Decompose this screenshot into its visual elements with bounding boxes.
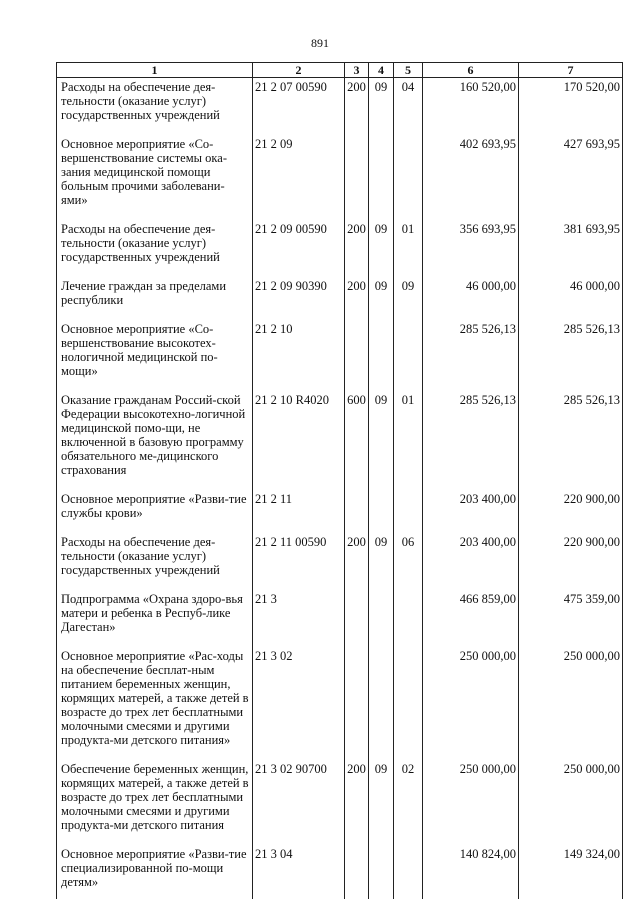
row-name: Основное мероприятие «Со-вершенствование системы ока-зания медицинской помощи больным прочими заболевани-ями»: [57, 132, 253, 217]
row-name: Основное мероприятие «Разви-тие специализированной по-мощи детям»: [57, 842, 253, 899]
table-body: [57, 78, 623, 900]
row-name: Основное мероприятие «Рас-ходы на обеспечение бесплат-ным питанием беременных женщин, кормящих матерей, а также детей в возрасте до трех лет бесплатными молочными смесями и другими продукта-ми детского питания»: [57, 644, 253, 757]
row-col6: 466 859,00: [423, 587, 519, 644]
row-col6: 285 526,13: [423, 317, 519, 388]
row-col3: [345, 132, 369, 217]
row-col3: 200: [345, 274, 369, 317]
row-col6: 203 400,00: [423, 487, 519, 530]
row-col3: 200: [345, 78, 369, 133]
row-name: Расходы на обеспечение дея-тельности (оказание услуг) государственных учреждений: [57, 217, 253, 274]
row-col7: 220 900,00: [519, 530, 623, 587]
row-col6: 402 693,95: [423, 132, 519, 217]
table-row: [57, 587, 623, 644]
row-col7: 427 693,95: [519, 132, 623, 217]
table-row: [57, 217, 623, 274]
row-col5: 02: [394, 757, 423, 842]
row-col4: [369, 487, 394, 530]
table-row: [57, 757, 623, 842]
row-col7: 250 000,00: [519, 644, 623, 757]
row-col7: 220 900,00: [519, 487, 623, 530]
row-col4: [369, 644, 394, 757]
row-code: 21 2 07 00590: [253, 78, 345, 133]
row-col5: [394, 132, 423, 217]
row-name: Основное мероприятие «Разви-тие службы крови»: [57, 487, 253, 530]
row-col7: 149 324,00: [519, 842, 623, 899]
table-row: [57, 78, 623, 133]
row-col3: [345, 487, 369, 530]
table-row: [57, 388, 623, 487]
row-code: 21 3 02: [253, 644, 345, 757]
row-col3: [345, 842, 369, 899]
table-row: [57, 530, 623, 587]
header-row: [57, 63, 623, 78]
row-name: Расходы на обеспечение дея-тельности (оказание услуг) государственных учреждений: [57, 530, 253, 587]
row-code: 21 2 10: [253, 317, 345, 388]
row-col7: 285 526,13: [519, 317, 623, 388]
row-col5: 04: [394, 78, 423, 133]
row-col4: 09: [369, 217, 394, 274]
row-col6: 46 000,00: [423, 274, 519, 317]
row-col3: 200: [345, 757, 369, 842]
row-name: Лечение граждан за пределами республики: [57, 274, 253, 317]
column-header-6: 6: [423, 63, 519, 78]
row-col7: 250 000,00: [519, 757, 623, 842]
row-col6: 250 000,00: [423, 757, 519, 842]
table-row: [57, 274, 623, 317]
row-col4: 09: [369, 78, 394, 133]
column-header-7: 7: [519, 63, 623, 78]
row-col5: [394, 317, 423, 388]
row-code: 21 3: [253, 587, 345, 644]
row-col4: [369, 842, 394, 899]
row-col5: [394, 842, 423, 899]
row-col4: [369, 132, 394, 217]
row-code: 21 2 09: [253, 132, 345, 217]
row-col5: 06: [394, 530, 423, 587]
table-row: [57, 317, 623, 388]
row-name: Оказание гражданам Россий-ской Федерации высокотехно-логичной медицинской помо-щи, не включенной в базовую программу обязательного ме-дицинского страхования: [57, 388, 253, 487]
row-col5: 09: [394, 274, 423, 317]
row-col6: 356 693,95: [423, 217, 519, 274]
column-header-1: 1: [57, 63, 253, 78]
row-col5: [394, 587, 423, 644]
row-col3: 200: [345, 217, 369, 274]
row-col4: 09: [369, 274, 394, 317]
row-col4: [369, 587, 394, 644]
table-row: [57, 842, 623, 899]
row-col7: 170 520,00: [519, 78, 623, 133]
row-col3: [345, 317, 369, 388]
row-col6: 250 000,00: [423, 644, 519, 757]
row-name: Расходы на обеспечение дея-тельности (оказание услуг) государственных учреждений: [57, 78, 253, 133]
row-code: 21 3 02 90700: [253, 757, 345, 842]
row-col3: [345, 587, 369, 644]
row-col3: [345, 644, 369, 757]
row-col6: 285 526,13: [423, 388, 519, 487]
row-col7: 475 359,00: [519, 587, 623, 644]
row-col3: 200: [345, 530, 369, 587]
row-col5: 01: [394, 388, 423, 487]
column-header-5: 5: [394, 63, 423, 78]
row-name: Основное мероприятие «Со-вершенствование высокотех-нологичной медицинской по-мощи»: [57, 317, 253, 388]
column-header-2: 2: [253, 63, 345, 78]
row-col5: 01: [394, 217, 423, 274]
row-col4: 09: [369, 530, 394, 587]
column-header-4: 4: [369, 63, 394, 78]
row-code: 21 2 09 90390: [253, 274, 345, 317]
page-number: 891: [311, 36, 329, 50]
row-col3: 600: [345, 388, 369, 487]
row-code: 21 2 09 00590: [253, 217, 345, 274]
table-row: [57, 644, 623, 757]
row-col7: 46 000,00: [519, 274, 623, 317]
row-code: 21 2 11 00590: [253, 530, 345, 587]
row-name: Обеспечение беременных женщин, кормящих матерей, а также детей в возрасте до трех лет бесплатными молочными смесями и другими продукта-ми детского питания: [57, 757, 253, 842]
budget-table: [56, 62, 623, 899]
row-col6: 203 400,00: [423, 530, 519, 587]
row-col4: 09: [369, 388, 394, 487]
row-col4: 09: [369, 757, 394, 842]
column-header-3: 3: [345, 63, 369, 78]
row-col4: [369, 317, 394, 388]
row-col7: 381 693,95: [519, 217, 623, 274]
row-col5: [394, 644, 423, 757]
row-col5: [394, 487, 423, 530]
row-code: 21 2 11: [253, 487, 345, 530]
row-name: Подпрограмма «Охрана здоро-вья матери и ребенка в Респуб-лике Дагестан»: [57, 587, 253, 644]
row-code: 21 3 04: [253, 842, 345, 899]
row-col6: 140 824,00: [423, 842, 519, 899]
row-code: 21 2 10 R4020: [253, 388, 345, 487]
table-row: [57, 132, 623, 217]
table-row: [57, 487, 623, 530]
row-col7: 285 526,13: [519, 388, 623, 487]
row-col6: 160 520,00: [423, 78, 519, 133]
